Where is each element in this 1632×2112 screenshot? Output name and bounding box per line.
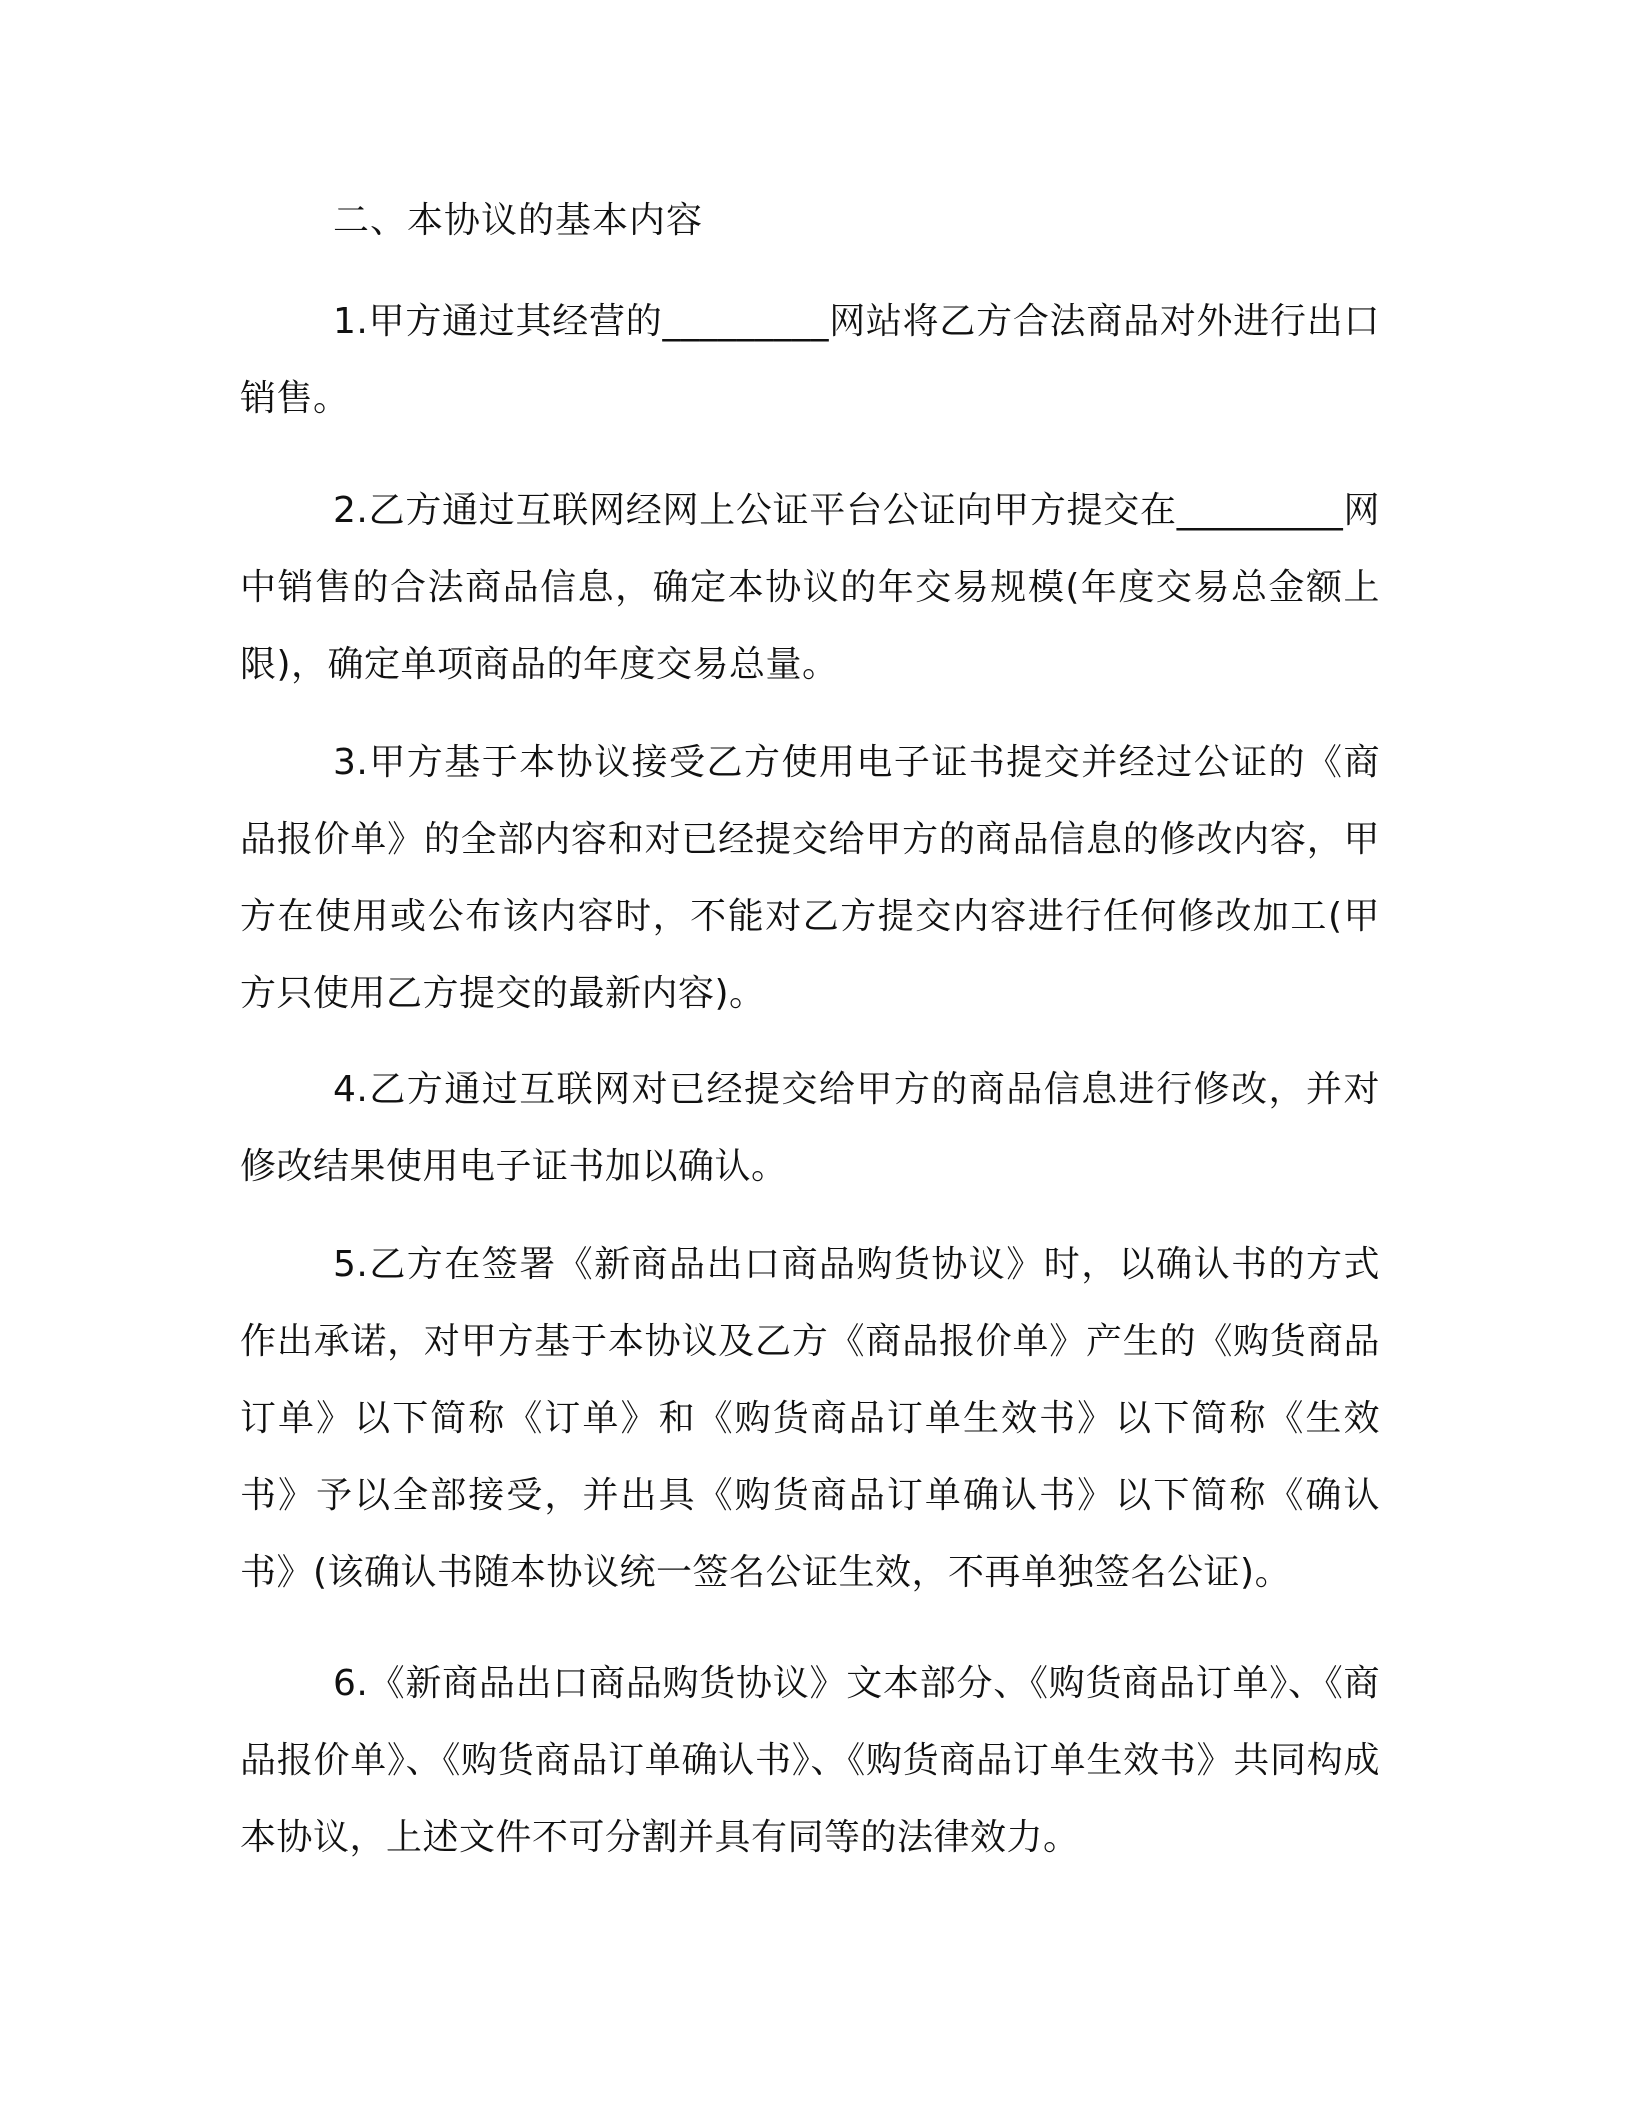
clause-4-paragraph: 4.乙方通过互联网对已经提交给甲方的商品信息进行修改，并对修改结果使用电子证书加以确认。 bbox=[240, 1069, 1380, 1187]
clause-1-paragraph: 1.甲方通过其经营的_________网站将乙方合法商品对外进行出口销售。 bbox=[240, 301, 1380, 419]
section-heading: 二、本协议的基本内容 bbox=[333, 200, 704, 241]
clause-5-paragraph: 5.乙方在签署《新商品出口商品购货协议》时，以确认书的方式作出承诺，对甲方基于本协议及乙方《商品报价单》产生的《购货商品订单》以下简称《订单》和《购货商品订单生效书》以下简称《生效书》予以全部接受，并出具《购货商品订单确认书》以下简称《确认书》(该确认书随本协议统一签名公证生效，不再单独签名公证)。 bbox=[240, 1244, 1380, 1593]
clause-6-paragraph: 6.《新商品出口商品购货协议》文本部分、《购货商品订单》、《商品报价单》、《购货商品订单确认书》、《购货商品订单生效书》共同构成本协议，上述文件不可分割并具有同等的法律效力。 bbox=[240, 1663, 1380, 1858]
clause-3-paragraph: 3.甲方基于本协议接受乙方使用电子证书提交并经过公证的《商品报价单》的全部内容和对已经提交给甲方的商品信息的修改内容，甲方在使用或公布该内容时，不能对乙方提交内容进行任何修改加工(甲方只使用乙方提交的最新内容)。 bbox=[240, 742, 1380, 1014]
clause-2-paragraph: 2.乙方通过互联网经网上公证平台公证向甲方提交在_________网中销售的合法商品信息，确定本协议的年交易规模(年度交易总金额上限)，确定单项商品的年度交易总量。 bbox=[240, 490, 1380, 685]
